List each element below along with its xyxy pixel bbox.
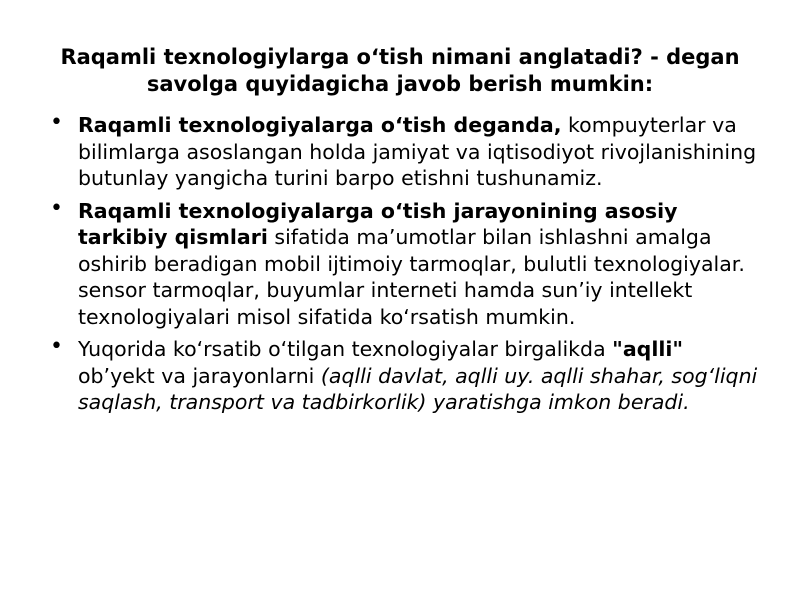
item-bold-text: Raqamli texnologiyalarga o‘tish deganda,: [78, 113, 562, 137]
bullet-icon: •: [50, 195, 63, 221]
list-item: [50, 195, 765, 331]
item-bold-text: "aqlli": [612, 337, 684, 361]
item-text: sifatida ma’umotlar bilan ishlashni amalga oshirib beradigan mobil ijtimoiy tarmoqlar, bulutli texnologiyalar. sensor tarmoqlar, buyumlar interneti hamda sun’iy intellekt texnologiyalari misol sifatida ko‘rsatish mumkin.: [78, 225, 745, 329]
item-text-end: .: [683, 390, 690, 414]
item-text-mid: ob’yekt va jarayonlarni: [78, 363, 321, 388]
bullet-icon: •: [50, 334, 63, 359]
list-item: [50, 112, 765, 192]
bullet-list: [50, 112, 765, 422]
list-item: [50, 336, 765, 416]
item-text-start: Yuqorida ko‘rsatib o‘tilgan texnologiyalar birgalikda: [78, 337, 613, 361]
bullet-icon: •: [50, 110, 63, 135]
slide-title: Raqamli texnologiylarga o‘tish nimani anglatadi? - degan savolga quyidagicha javob berish mumkin:: [60, 45, 740, 96]
item-italic-text: (aqlli davlat, aqlli uy. aqlli shahar, sog‘liqni saqlash, transport va tadbirkorlik) yaratishga imkon beradi: [78, 363, 758, 414]
item-text: kompuyterlar va bilimlarga asoslangan holda jamiyat va iqtisodiyot rivojlanishining butunlay yangicha turini barpo etishni tushunamiz.: [78, 113, 757, 190]
item-bold-text: Raqamli texnologiyalarga o‘tish jarayonining asosiy tarkibiy qismlari: [78, 198, 678, 249]
